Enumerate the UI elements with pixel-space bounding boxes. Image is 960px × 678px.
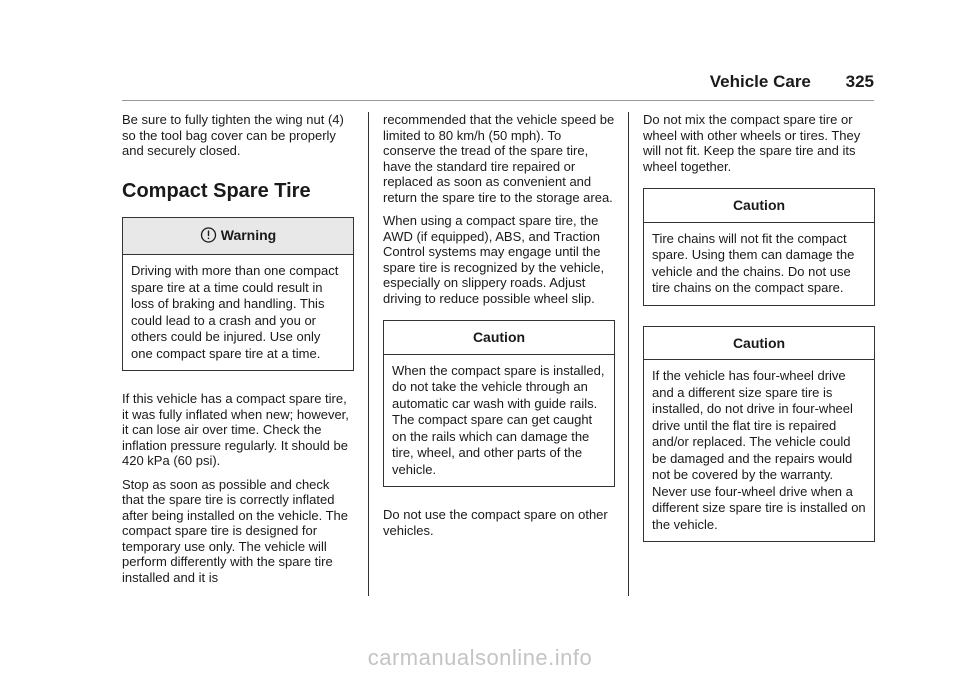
warning-text: Driving with more than one compact spare tire at a time could result in loss of braking and handling. This could lead to a crash and you or others could be injured. Use only one compact spare tire at a time. [131,263,339,361]
paragraph: When using a compact spare tire, the AWD (if equipped), ABS, and Traction Control systems may engage until the spare tire is recognized by the vehicle, especially on slippery roads. Adjust driving to reduce possible wheel slip. [383,213,605,306]
header-divider [122,100,874,101]
column-3 [643,112,875,562]
caution-header: Caution [384,321,614,355]
paragraph: Stop as soon as possible and check that the spare tire is correctly inflated after being installed on the vehicle. The compact spare tire is designed for temporary use only. The vehicle will perform differently with the spare tire installed and it is [122,476,348,585]
warning-box [122,217,354,372]
warning-icon [200,227,217,247]
page-header [710,72,874,92]
section-heading: Compact Spare Tire [122,179,311,202]
intro-paragraph: Be sure to fully tighten the wing nut (4) so the tool bag cover can be properly and securely closed. [122,112,344,158]
caution-header: Caution [644,189,874,223]
caution-box [383,320,615,487]
warning-title: Warning [220,226,277,243]
warning-header [123,218,353,256]
column-divider [628,112,629,596]
column-2 [383,112,615,546]
column-divider [368,112,369,596]
caution-text: If the vehicle has four-wheel drive and a different size spare tire is installed, do not drive in four-wheel drive until the flat tire is repaired and/or replaced. The vehicle could be damaged and the repairs would not be covered by the warranty. Never use four-wheel drive when a different size spare tire is installed on the vehicle. [652,368,866,532]
caution-text: Tire chains will not fit the compact spare. Using them can damage the vehicle and the chains. Do not use tire chains on the compact spare. [652,230,855,295]
section-title: Vehicle Care [709,72,811,91]
paragraph: Do not use the compact spare on other vehicles. [383,507,608,538]
paragraph: Do not mix the compact spare tire or wheel with other wheels or tires. They will not fit. Keep the spare tire and its wheel together. [643,112,861,174]
paragraph: If this vehicle has a compact spare tire, it was fully inflated when new; however, it can lose air over time. Check the inflation pressure regularly. It should be 420 kPa (60 psi). [122,391,349,468]
caution-text: When the compact spare is installed, do not take the vehicle through an automatic car wash with guide rails. The compact spare can get caught on the rails which can damage the tire, wheel, and other parts of the vehicle. [392,362,605,477]
column-1 [122,112,354,593]
paragraph: recommended that the vehicle speed be limited to 80 km/h (50 mph). To conserve the tread of the spare tire, have the standard tire repaired or replaced as soon as convenient and return the spare tire to the storage area. [383,112,615,205]
caution-box [643,188,875,306]
caution-header: Caution [644,327,874,361]
caution-box [643,326,875,543]
page-number: 325 [845,72,874,91]
watermark: carmanualsonline.info [367,645,593,670]
